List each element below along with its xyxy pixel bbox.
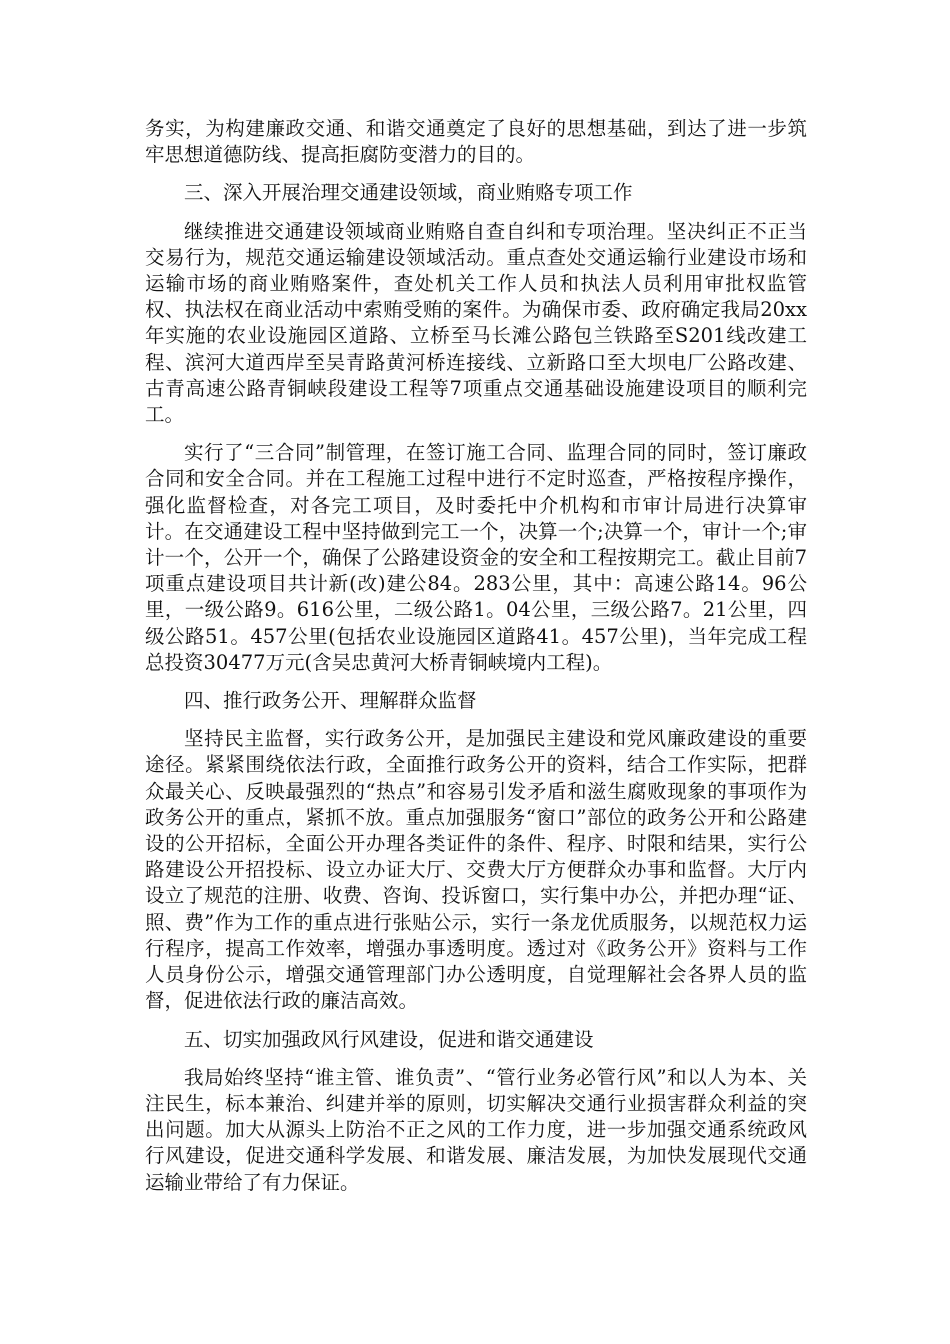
section-heading-4: 四、推行政务公开、理解群众监督 [184,689,477,713]
document-page [145,116,807,1208]
paragraph-work-style: 我局始终坚持“谁主管、谁负责”、“管行业务必管行风”和以人为本、关注民生，标本兼治、纠建并举的原则，切实解决交通行业损害群众利益的突出问题。加大从源头上防治不正之风的工作力度，进一步加强交通系统政风行风建设，促进交通科学发展、和谐发展、廉洁发展，为加快发展现代交通运输业带给了有力保证。 [145,1065,807,1194]
paragraph-three-contracts: 实行了“三合同”制管理，在签订施工合同、监理合同的同时，签订廉政合同和安全合同。并在工程施工过程中进行不定时巡查，严格按程序操作，强化监督检查，对各完工项目，及时委托中介机构和市审计局进行决算审计。在交通建设工程中坚持做到完工一个，决算一个;决算一个，审计一个;审计一个，公开一个，确保了公路建设资金的安全和工程按期完工。截止目前7项重点建设项目共计新(改)建公84。283公里，其中：高速公路14。96公里，一级公路9。616公里，二级公路1。04公里，三级公路7。21公里，四级公路51。457公里(包括农业设施园区道路41。457公里)，当年完成工程总投资30477万元(含吴忠黄河大桥青铜峡境内工程)。 [145,441,807,674]
section-heading-3: 三、深入开展治理交通建设领域，商业贿赂专项工作 [184,181,633,205]
section-heading-5: 五、切实加强政风行风建设，促进和谐交通建设 [184,1027,594,1051]
paragraph-continuation: 务实，为构建廉政交通、和谐交通奠定了良好的思想基础，到达了进一步筑牢思想道德防线、提高拒腐防变潜力的目的。 [145,117,807,167]
paragraph-government-affairs: 坚持民主监督，实行政务公开，是加强民主建设和党风廉政建设的重要途径。紧紧围绕依法行政，全面推行政务公开的资料，结合工作实际，把群众最关心、反映最强烈的“热点”和容易引发矛盾和滋生腐败现象的事项作为政务公开的重点，紧抓不放。重点加强服务“窗口”部位的政务公开和公路建设的公开招标，全面公开办理各类证件的条件、程序、时限和结果，实行公路建设公开招投标、设立办证大厅、交费大厅方便群众办事和监督。大厅内设立了规范的注册、收费、咨询、投诉窗口，实行集中办公，并把办理“证、照、费”作为工作的重点进行张贴公示，实行一条龙优质服务，以规范权力运行程序，提高工作效率，增强办事透明度。透过对《政务公开》资料与工作人员身份公示，增强交通管理部门办公透明度，自觉理解社会各界人员的监督，促进依法行政的廉洁高效。 [145,727,807,1013]
paragraph-commercial-bribery: 继续推进交通建设领域商业贿赂自查自纠和专项治理。坚决纠正不正当交易行为，规范交通运输建设领域活动。重点查处交通运输行业建设市场和运输市场的商业贿赂案件，查处机关工作人员和执法人员利用审批权监管权、执法权在商业活动中索贿受贿的案件。为确保市委、政府确定我局20xx年实施的农业设施园区道路、立桥至马长滩公路包兰铁路至S201线改建工程、滨河大道西岸至吴青路黄河桥连接线、立新路口至大坝电厂公路改建、古青高速公路青铜峡段建设工程等7项重点交通基础设施建设项目的顺利完工。 [145,219,807,427]
